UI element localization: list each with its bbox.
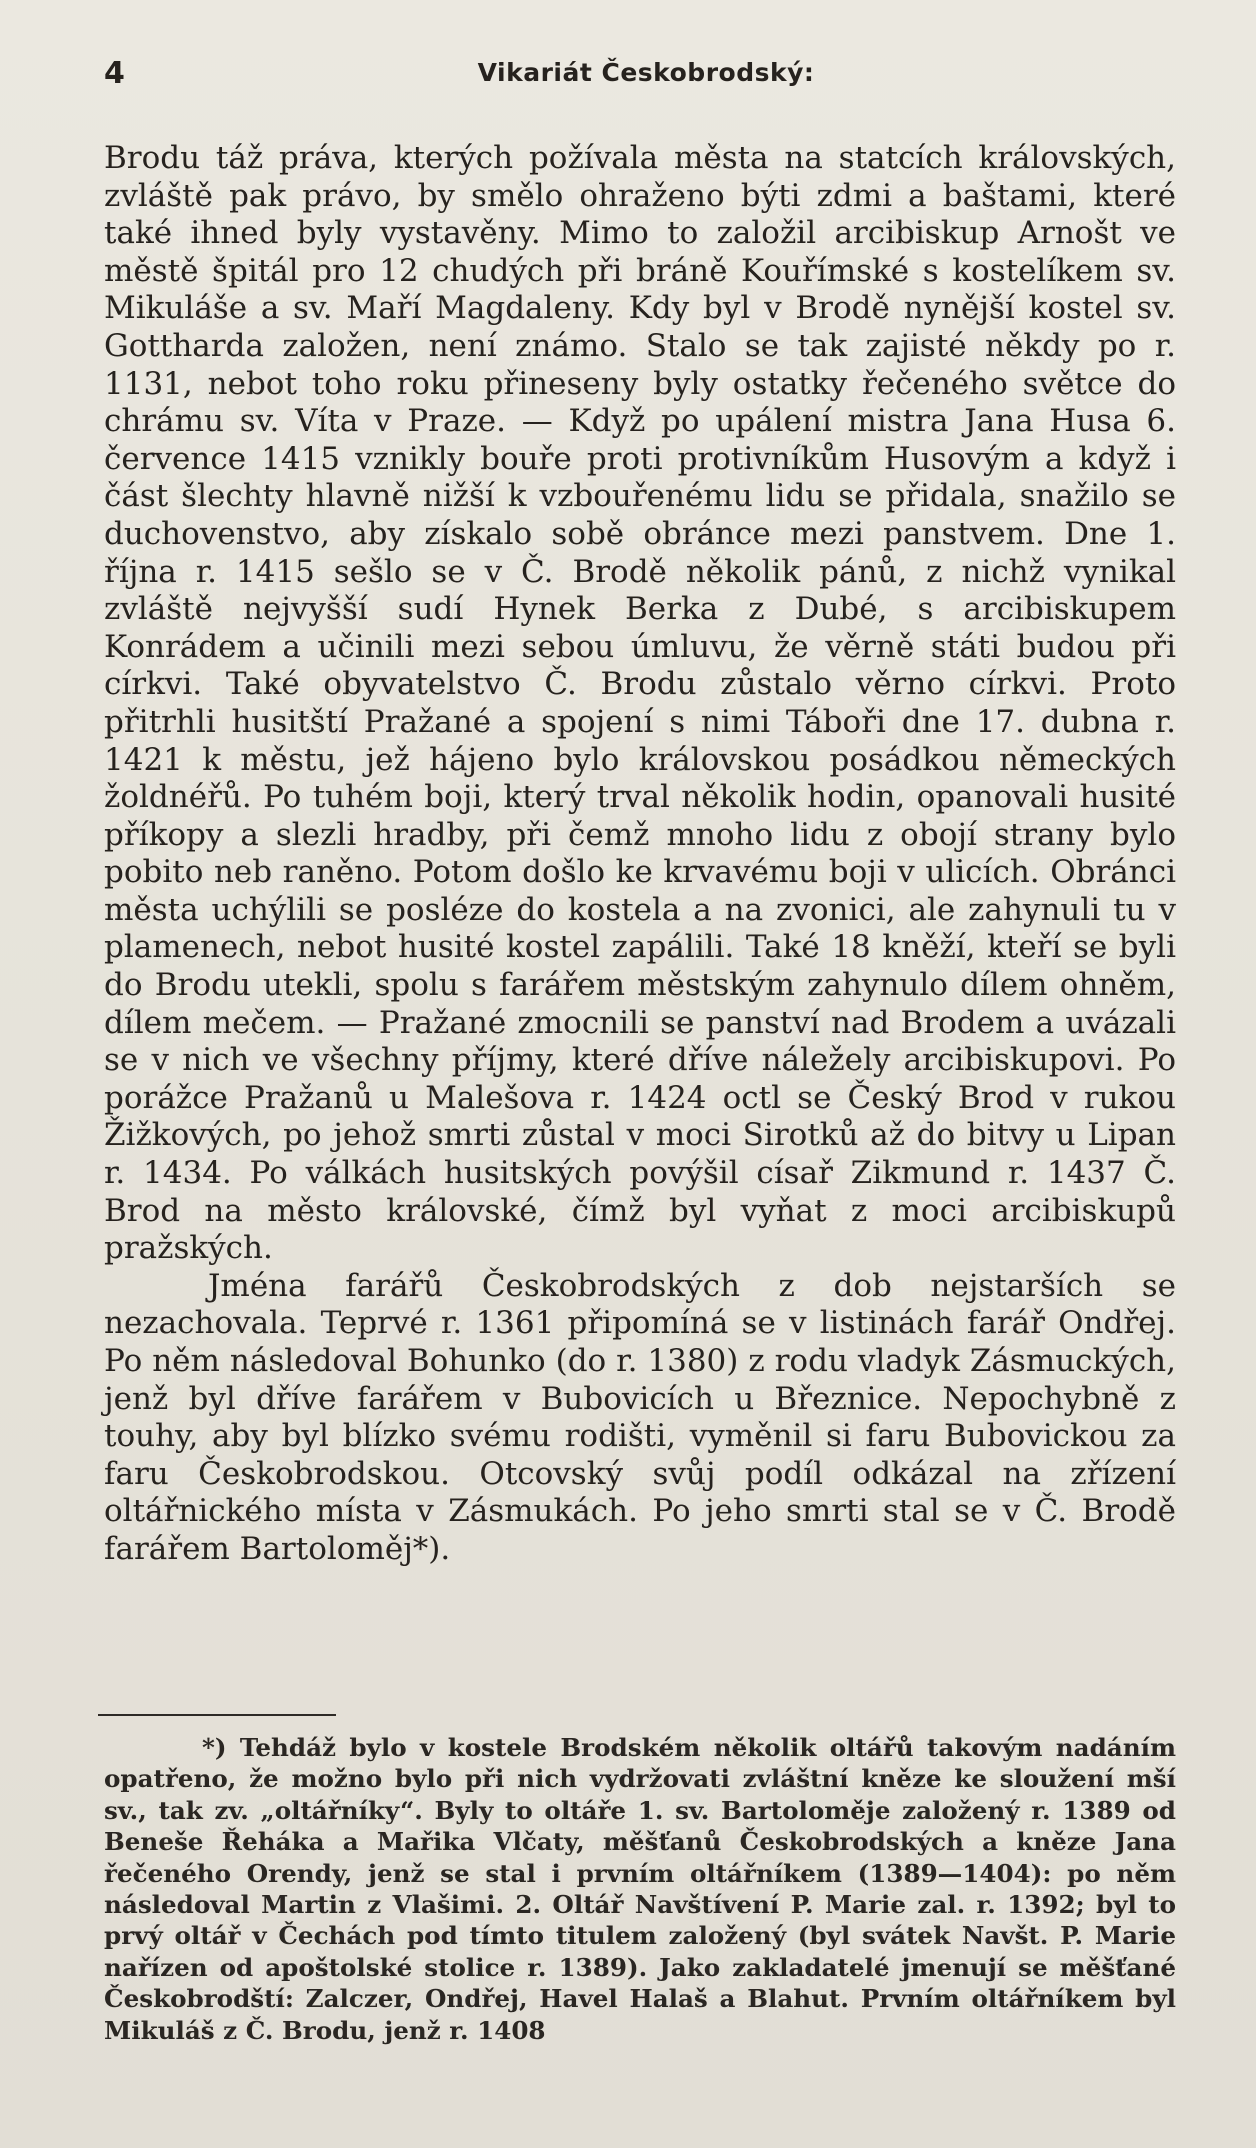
page-number: 4 [104, 56, 125, 91]
footnote-text: *) Tehdáž bylo v kostele Brodském několik oltářů takovým nadáním opatřeno, že možno bylo při nich vydržovati zvláštní kněze ke sloužení mší sv., tak zv. „oltářníky“. Byly to oltáře 1. sv. Bartoloměje založený r. 1389 od Beneše Řeháka a Mařika Vlčaty, měšťanů Českobrodských a kněze Jana řečeného Orendy, jenž se stal i prvním oltářníkem (1389—1404): po něm následoval Martin z Vlašimi. 2. Oltář Navštívení P. Marie zal. r. 1392; byl to prvý oltář v Čechách pod tímto titulem založený (byl svátek Navšt. P. Marie nařízen od apoštolské stolice r. 1389). Jako zakladatelé jmenují se měšťané Českobrodští: Zalczer, Ondřej, Havel Halaš a Blahut. Prvním oltářníkem byl Mikuláš z Č. Brodu, jenž r. 1408 [104, 1733, 1176, 2045]
paragraph-parish-priests: Jména farářů Českobrodských z dob nejstarších se nezachovala. Teprvé r. 1361 připomíná se v listinách farář Ondřej. Po něm následoval Bohunko (do r. 1380) z rodu vladyk Zásmuckých, jenž byl dříve farářem v Bubovicích u Březnice. Nepochybně z touhy, aby byl blízko svému rodišti, vyměnil si faru Bubovickou za faru Českobrodskou. Otcovský svůj podíl odkázal na zřízení oltářnického místa v Zásmukách. Po jeho smrti stal se v Č. Brodě farářem Bartoloměj*). [104, 1267, 1176, 1567]
running-title: Vikariát Českobrodský: [477, 58, 815, 87]
page-header [96, 56, 1196, 100]
paragraph-history: Brodu táž práva, kterých požívala města na statcích královských, zvláště pak právo, by smělo ohraženo býti zdmi a baštami, které také ihned byly vystavěny. Mimo to založil arcibiskup Arnošt ve městě špitál pro 12 chudých při bráně Kouřímské s kostelíkem sv. Mikuláše a sv. Maří Magdaleny. Kdy byl v Brodě nynější kostel sv. Gotthardа založen, není známo. Stalo se tak zajisté někdy po r. 1131, nebot toho roku přineseny byly ostatky řečeného světce do chrámu sv. Víta v Praze. — Když po upálení mistra Jana Husa 6. července 1415 vznikly bouře proti protivníkům Husovým a když i část šlechty hlavně nižší k vzbouřenému lidu se přidala, snažilo se duchovenstvo, aby získalo sobě obránce mezi panstvem. Dne 1. října r. 1415 sešlo se v Č. Brodě několik pánů, z nichž vynikal zvláště nejvyšší sudí Hynek Berka z Dubé, s arcibiskupem Konrádem a učinili mezi sebou úmluvu, že věrně státi budou při církvi. Také obyvatelstvo Č. Brodu zůstalo věrno církvi. Proto přitrhli husitští Pražané a spojení s nimi Táboři dne 17. dubna r. 1421 k městu, jež hájeno bylo královskou posádkou německých žoldnéřů. Po tuhém boji, který trval několik hodin, opanovali husité příkopy a slezli hradby, při čemž mnoho lidu z obojí strany bylo pobito neb raněno. Potom došlo ke krvavému boji v ulicích. Obránci města uchýlili se posléze do kostela a na zvonici, ale zahynuli tu v plamenech, nebot husité kostel zapálili. Také 18 kněží, kteří se byli do Brodu utekli, spolu s farářem městským zahynulo dílem ohněm, dílem mečem. — Pražané zmocnili se panství nad Brodem a uvázali se v nich ve všechny příjmy, které dříve náležely arcibiskupovi. Po porážce Pražanů u Malešova r. 1424 octl se Český Brod v rukou Žižkových, po jehož smrti zůstal v moci Sirotků až do bitvy u Lipan r. 1434. Po válkách husitských povýšil císař Zikmund r. 1437 Č. Brod na město královské, čímž byl vyňat z moci arcibiskupů pražských. [104, 140, 1176, 1267]
footnote [104, 1732, 1176, 2046]
main-text [104, 140, 1176, 1569]
footnote-separator [98, 1714, 336, 1716]
